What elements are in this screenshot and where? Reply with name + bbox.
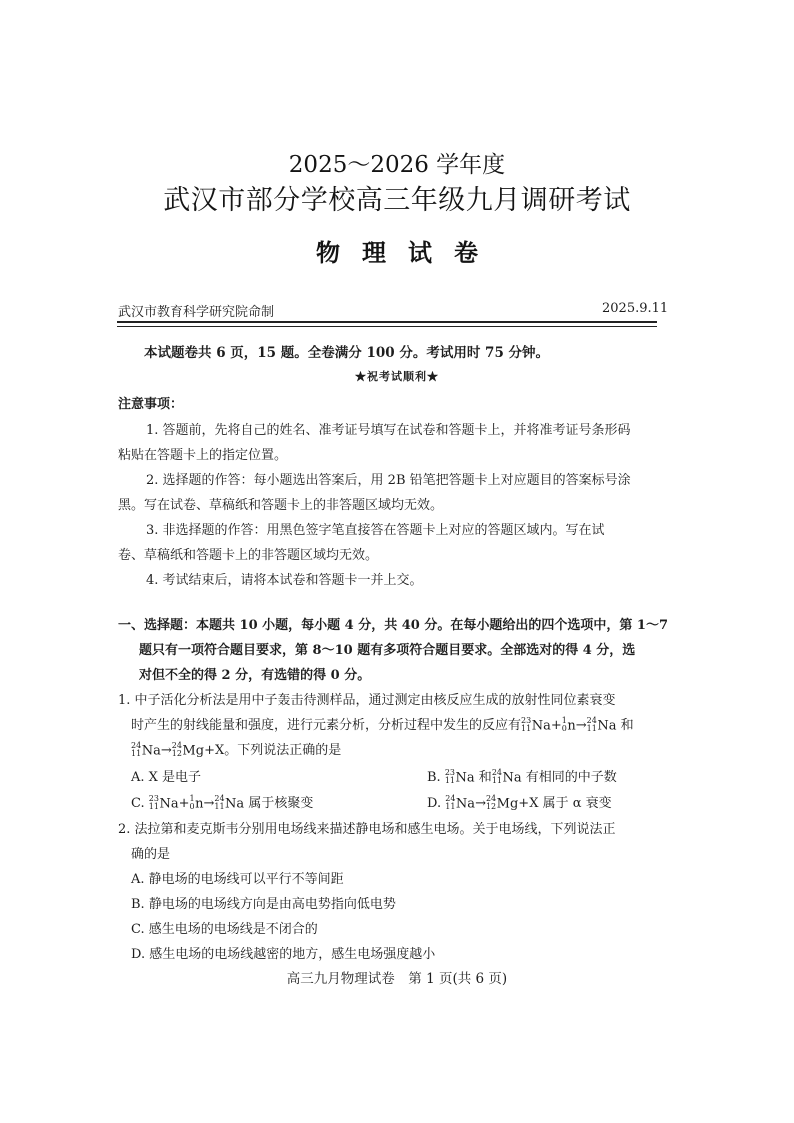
school-year: 2025～2026 学年度	[288, 152, 506, 178]
note-4: 4. 考试结束后，请将本试卷和答题卡一并上交。	[146, 573, 423, 588]
good-luck-banner: ★祝考试顺利★	[355, 370, 439, 383]
q2-option-c: C. 感生电场的电场线是不闭合的	[131, 922, 318, 937]
q1-option-b: B. 23 11 Na 和 24 11 Na 有相同的中子数	[427, 767, 617, 785]
note-3-line-2: 卷、草稿纸和答题卡上的非答题区域均无效。	[118, 548, 379, 563]
header-rule-thin	[117, 326, 657, 327]
exam-title: 武汉市部分学校高三年级九月调研考试	[163, 185, 631, 216]
subject-title: 物理试卷	[316, 238, 500, 267]
section-1-line-2: 题只有一项符合题目要求，第 8～10 题有多项符合题目要求。全部选对的得 4 分，选	[139, 643, 636, 658]
note-1-line-1: 1. 答题前，先将自己的姓名、准考证号填写在试卷和答题卡上，并将准考证号条形码	[146, 423, 631, 438]
q2-option-d: D. 感生电场的电场线越密的地方，感生电场强度越小	[131, 947, 436, 962]
q1-stem-line-2: 时产生的射线能量和强度，进行元素分析，分析过程中发生的反应有 23 11 Na+ 1 0 n→ 24 11 Na 和	[131, 715, 634, 733]
section-1-line-3: 对但不全的得 2 分，有选错的得 0 分。	[139, 668, 371, 683]
q2-option-b: B. 静电场的电场线方向是由高电势指向低电势	[131, 897, 396, 912]
q1-option-c: C. 23 11 Na+ 1 0 n→ 24 11 Na 属于核聚变	[131, 793, 314, 811]
nuclide-na24: 24 11 Na	[586, 715, 617, 733]
q1-option-a: A. X 是电子	[131, 770, 202, 785]
note-1-line-2: 粘贴在答题卡上的指定位置。	[118, 448, 288, 463]
note-2-line-1: 2. 选择题的作答：每小题选出答案后，用 2B 铅笔把答题卡上对应题目的答案标号涂	[146, 473, 631, 488]
q1-option-d: D. 24 11 Na→ 24 12 Mg+X 属于 α 衰变	[427, 793, 612, 811]
q1-stem-line-1: 1. 中子活化分析法是用中子轰击待测样品，通过测定由核反应生成的放射性同位素衰变	[118, 693, 616, 708]
issuer: 武汉市教育科学研究院命制	[118, 305, 275, 320]
nuclide-neutron: 1 0 n	[561, 715, 576, 733]
q2-option-a: A. 静电场的电场线可以平行不等间距	[131, 872, 344, 887]
page-footer: 高三九月物理试卷 第 1 页(共 6 页)	[286, 971, 508, 987]
q1-stem-text: 时产生的射线能量和强度，进行元素分析，分析过程中发生的反应有	[131, 718, 522, 733]
note-3-line-1: 3. 非选择题的作答：用黑色签字笔直接答在答题卡上对应的答题区域内。写在试	[146, 523, 605, 538]
nuclide-na23: 23 11 Na	[521, 715, 551, 733]
header-rule-thick	[117, 321, 657, 323]
exam-summary: 本试题卷共 6 页，15 题。全卷满分 100 分。考试用时 75 分钟。	[144, 345, 550, 361]
q2-stem-line-1: 2. 法拉第和麦克斯韦分别用电场线来描述静电场和感生电场。关于电场线，下列说法正	[118, 822, 616, 837]
section-1-line-1: 一、选择题：本题共 10 小题，每小题 4 分，共 40 分。在每小题给出的四个选项中，第 1～7	[118, 618, 668, 633]
notes-title: 注意事项：	[118, 397, 184, 412]
nuclide-na24: 24 11 Na	[131, 740, 161, 758]
q1-stem-line-3: 24 11 Na→ 24 12 Mg+X。下列说法正确的是	[131, 740, 342, 758]
note-2-line-2: 黑。写在试卷、草稿纸和答题卡上的非答题区域均无效。	[118, 498, 444, 513]
nuclide-mg24: 24 12 Mg	[171, 740, 205, 758]
exam-date: 2025.9.11	[602, 301, 669, 316]
q2-stem-line-2: 确的是	[131, 847, 171, 862]
